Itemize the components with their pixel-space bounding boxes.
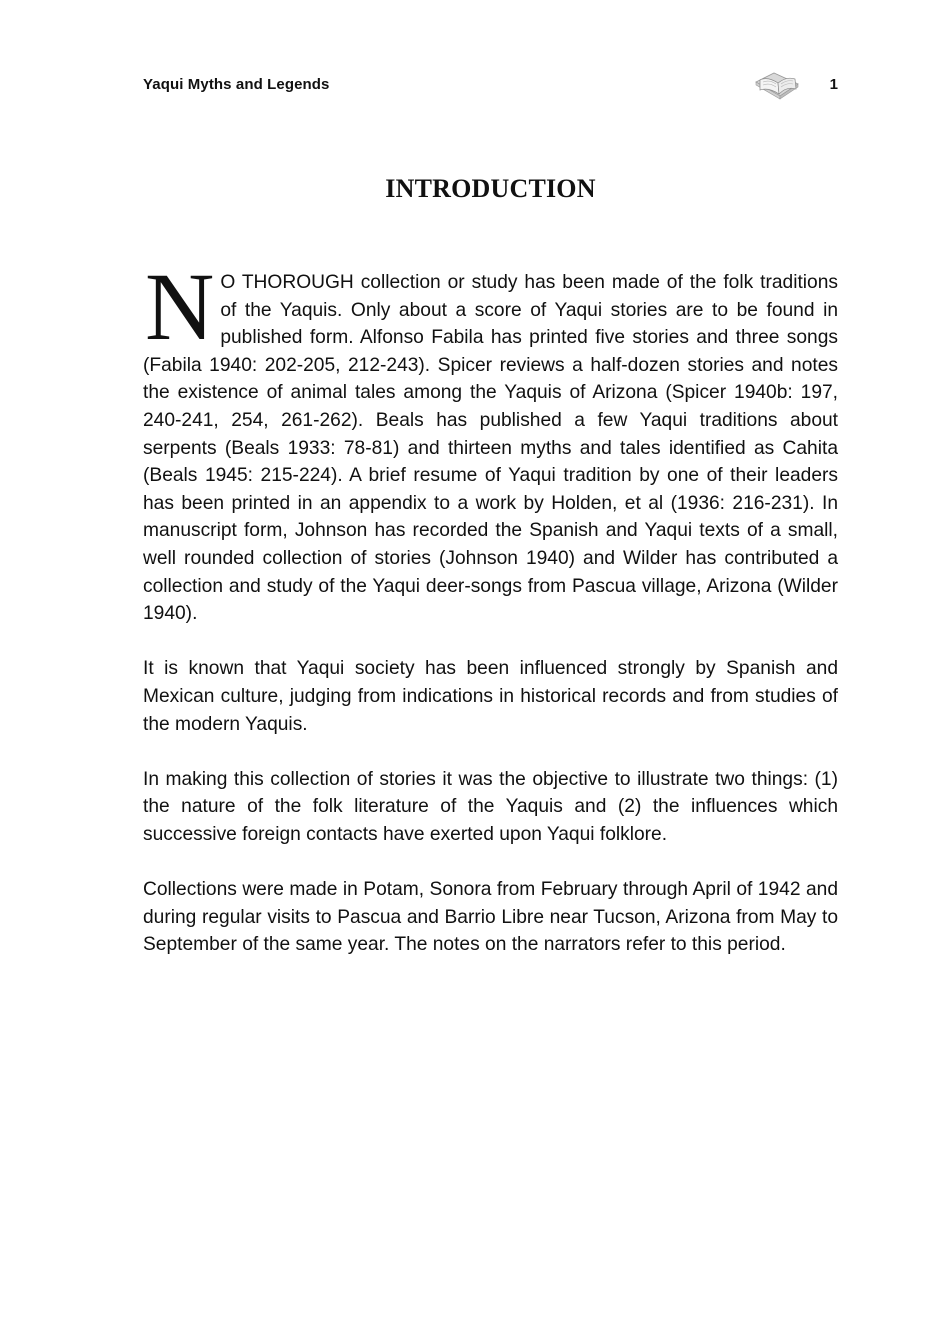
paragraph-3: In making this collection of stories it was the objective to illustrate two things: (1) the nature of the folk literature of the Yaquis and (2) the influences which successive foreign contacts have exerted upon Yaqui folklore. — [143, 768, 838, 845]
chapter-title: INTRODUCTION — [385, 174, 596, 203]
running-header-title: Yaqui Myths and Legends — [143, 76, 330, 93]
book-icon — [752, 70, 802, 100]
paragraph-1-text: O THOROUGH collection or study has been made of the folk traditions of the Yaquis. Only about a score of Yaqui stories are to be found in published form. Alfonso Fabila has printed five stories and three songs (Fabila 1940: 202-205, 212-243). Spicer reviews a half-dozen stories and notes the existence of animal tales among the Yaquis of Arizona (Spicer 1940b: 197, 240-241, 254, 261-262). Beals has published a few Yaqui traditions about serpents (Beals 1933: 78-81) and thirteen myths and tales identified as Cahita (Beals 1945: 215-224). A brief resume of Yaqui tradition by one of their leaders has been printed in an appendix to a work by Holden, et al (1936: 216-231). In manuscript form, Johnson has recorded the Spanish and Yaqui texts of a small, well rounded collection of stories (Johnson 1940) and Wilder has contributed a collection and study of the Yaqui deer-songs from Pascua village, Arizona (Wilder 1940). — [143, 272, 838, 625]
drop-cap: N — [145, 253, 215, 360]
running-header — [143, 74, 838, 100]
paragraph-1 — [143, 253, 838, 628]
paragraph-4: Collections were made in Potam, Sonora from February through April of 1942 and during regular visits to Pascua and Barrio Libre near Tucson, Arizona from May to September of the same year. The notes on the narrators refer to this period. — [143, 879, 838, 956]
page-number: 1 — [829, 76, 838, 93]
body-text — [143, 253, 838, 986]
paragraph-2: It is known that Yaqui society has been influenced strongly by Spanish and Mexican culture, judging from indications in historical records and from studies of the modern Yaquis. — [143, 658, 838, 735]
